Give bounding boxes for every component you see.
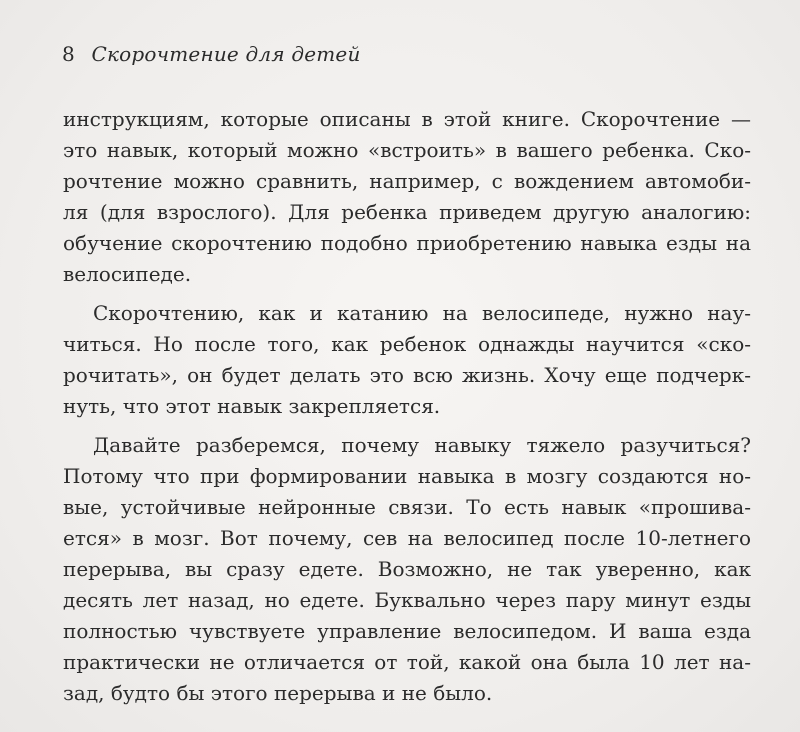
text-line: ется» в мозг. Вот почему, сев на велосипед после 10-летнего <box>63 526 751 550</box>
text-line: вые, устойчивые нейронные связи. То есть навык «прошива- <box>63 495 751 519</box>
text-line: Потому что при формировании навыка в мозгу создаются но- <box>63 464 751 488</box>
paragraph <box>63 298 751 422</box>
text-line: десять лет назад, но едете. Буквально через пару минут езды <box>63 588 751 612</box>
text-line: Давайте разберемся, почему навыку тяжело разучиться? <box>93 433 751 457</box>
paragraph <box>63 430 751 709</box>
text-line: перерыва, вы сразу едете. Возможно, не так уверенно, как <box>63 557 751 581</box>
paragraph-gap <box>63 422 751 430</box>
paragraph-gap <box>63 290 751 298</box>
paragraph <box>63 104 751 290</box>
text-line: это навык, который можно «встроить» в вашего ребенка. Ско- <box>63 138 751 162</box>
text-line: ля (для взрослого). Для ребенка приведем другую аналогию: <box>63 200 751 224</box>
text-line: инструкциям, которые описаны в этой книге. Скорочтение — <box>63 107 751 131</box>
body-text <box>63 104 751 709</box>
text-line: обучение скорочтению подобно приобретению навыка езды на <box>63 231 751 255</box>
text-line: зад, будто бы этого перерыва и не было. <box>63 681 493 705</box>
text-line: нуть, что этот навык закрепляется. <box>63 394 441 418</box>
running-title: Скорочтение для детей <box>91 42 361 66</box>
text-line: полностью чувствуете управление велосипедом. И ваша езда <box>63 619 751 643</box>
text-line: читься. Но после того, как ребенок однажды научится «ско- <box>63 332 751 356</box>
text-line: практически не отличается от той, какой она была 10 лет на- <box>63 650 751 674</box>
text-line: рочитать», он будет делать это всю жизнь. Хочу еще подчерк- <box>63 363 751 387</box>
text-line: Скорочтению, как и катанию на велосипеде, нужно нау- <box>93 301 751 325</box>
text-line: велосипеде. <box>63 262 192 286</box>
page-number: 8 <box>62 42 75 66</box>
running-header <box>62 42 361 66</box>
text-line: рочтение можно сравнить, например, с вождением автомоби- <box>63 169 751 193</box>
